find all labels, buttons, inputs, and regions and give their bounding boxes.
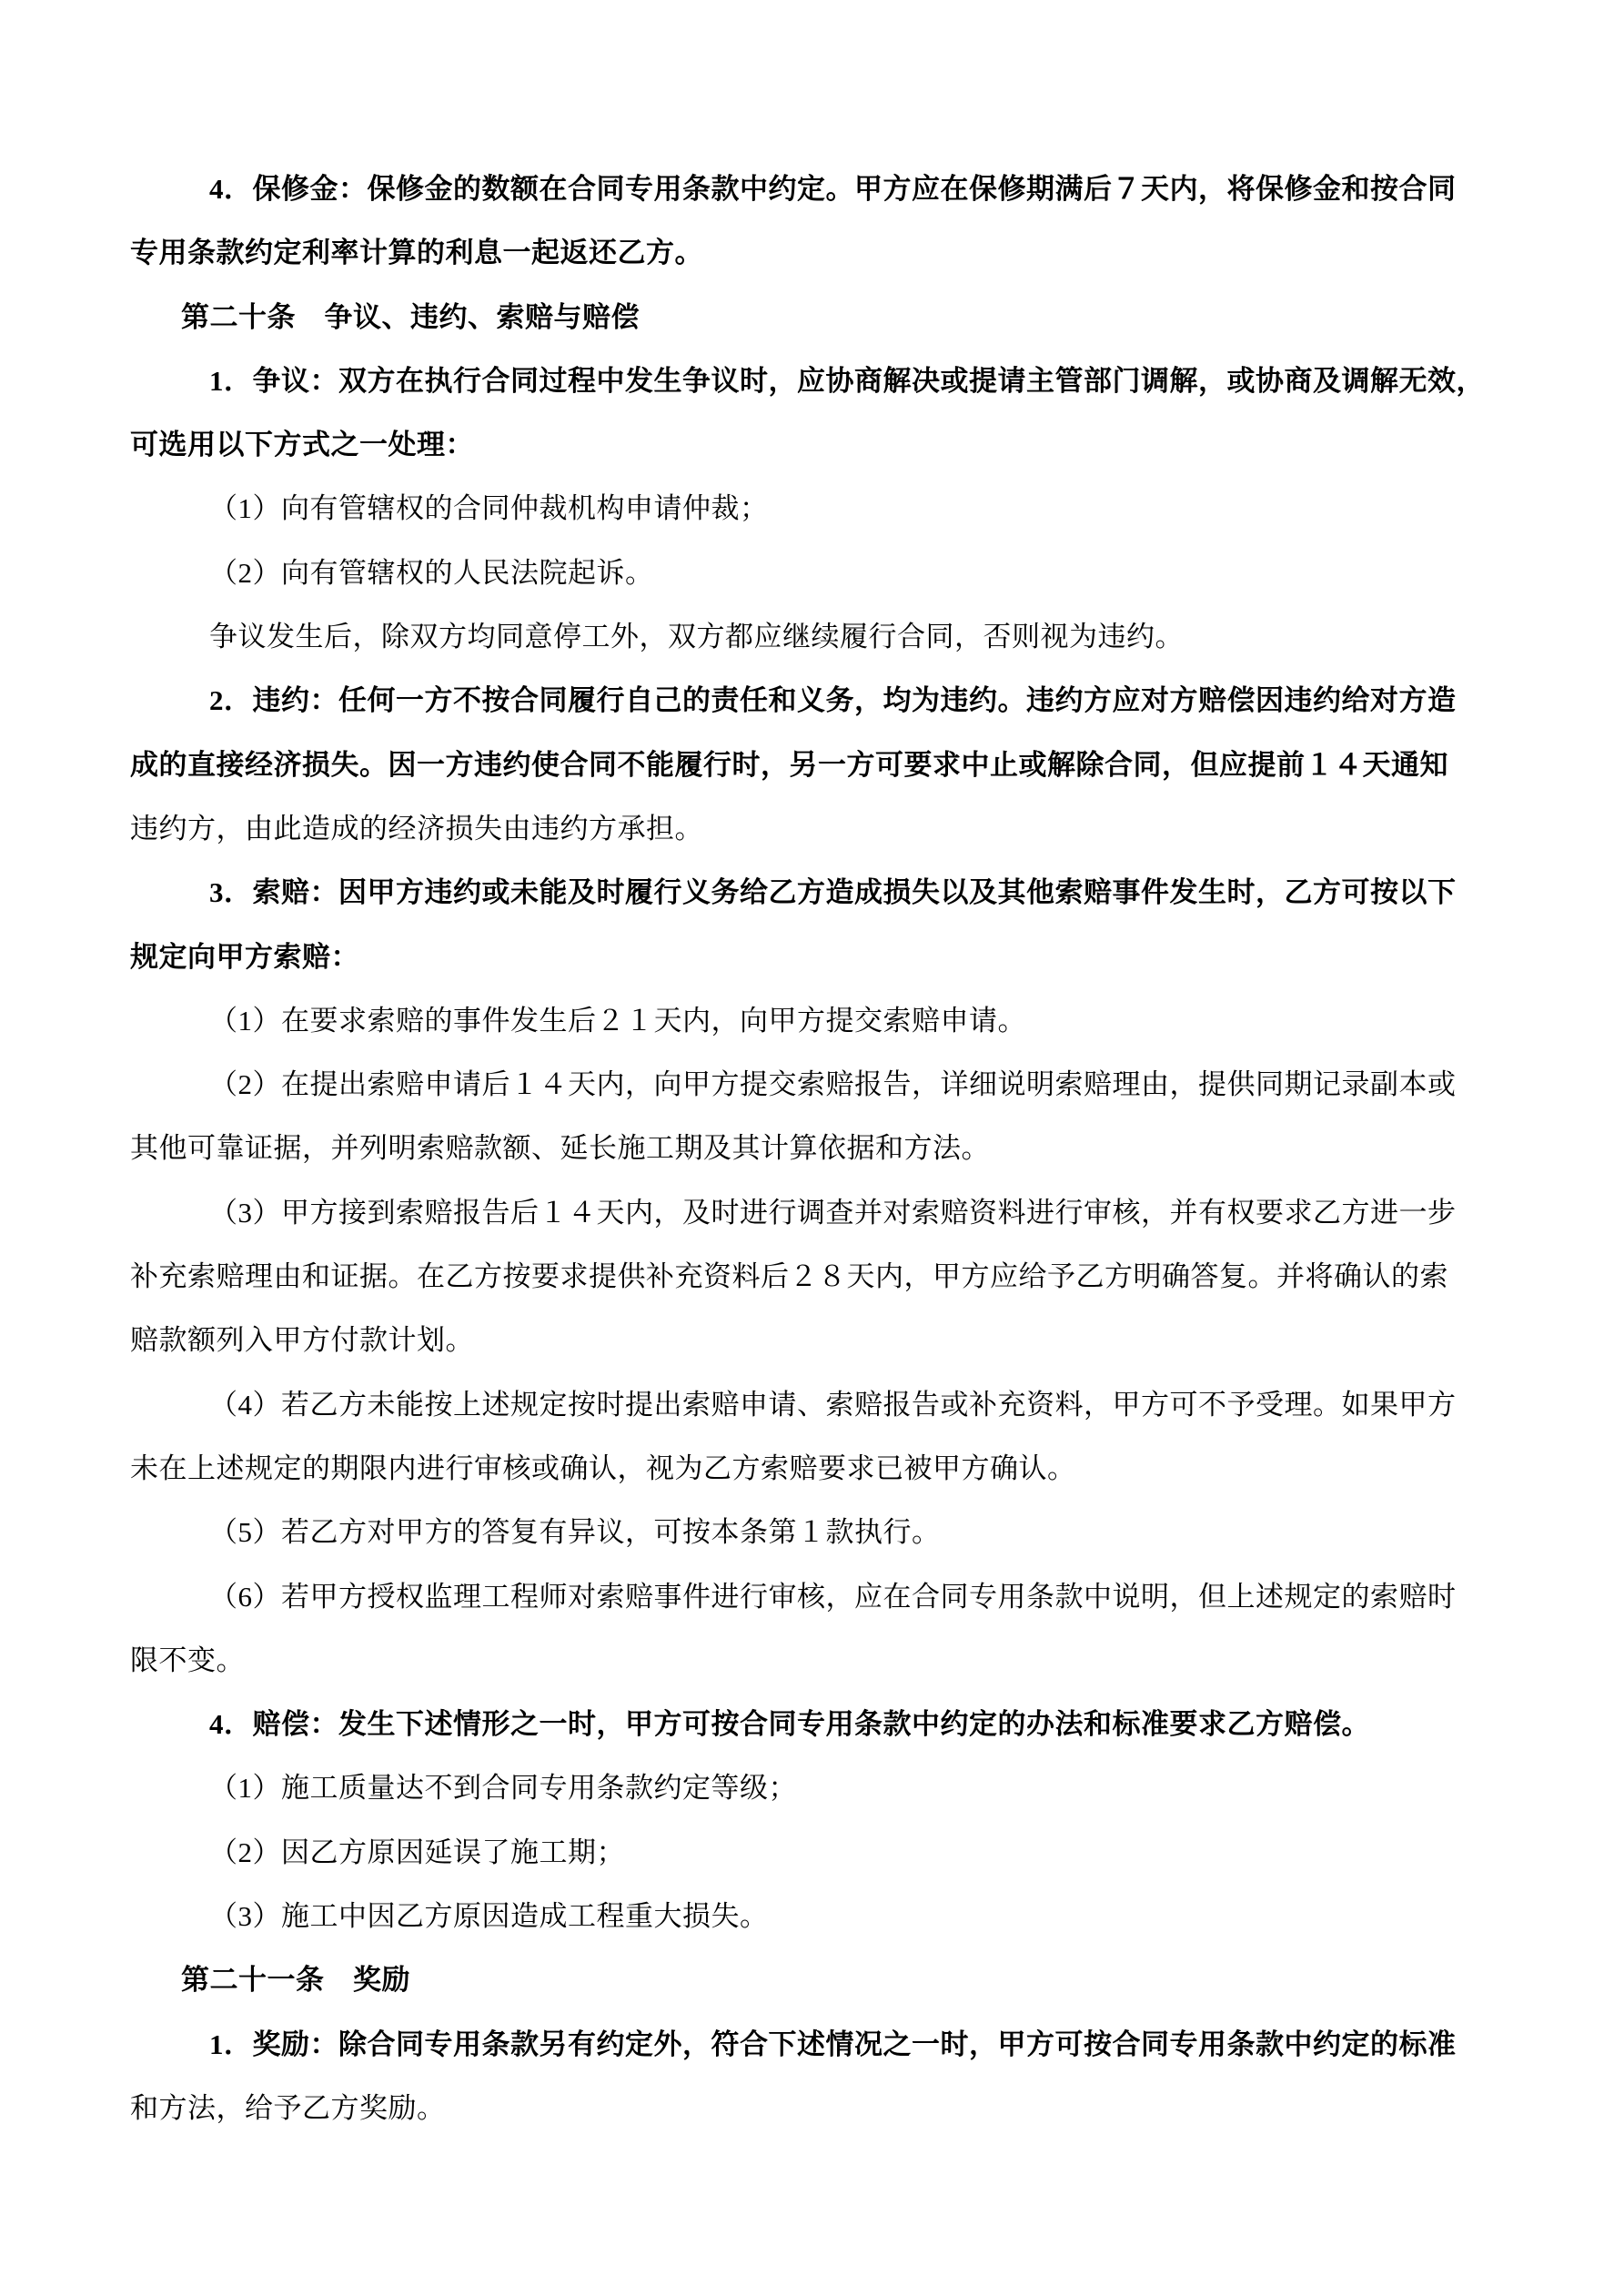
text-line: 违约方，由此造成的经济损失由违约方承担。 xyxy=(130,812,703,845)
text-line: 2．违约：任何一方不按合同履行自己的责任和义务，均为违约。违约方应对方赔偿因违约给对方造 xyxy=(209,684,1457,717)
text-line: （3）甲方接到索赔报告后１４天内，及时进行调查并对索赔资料进行审核，并有权要求乙方进一步 xyxy=(209,1196,1457,1229)
text-line: （1）在要求索赔的事件发生后２１天内，向甲方提交索赔申请。 xyxy=(209,1004,1026,1037)
text-line: 规定向甲方索赔： xyxy=(130,940,359,973)
text-line: （4）若乙方未能按上述规定按时提出索赔申请、索赔报告或补充资料，甲方可不予受理。如果甲方 xyxy=(209,1388,1457,1421)
text-line: （3）施工中因乙方原因造成工程重大损失。 xyxy=(209,1900,769,1933)
text-line: 1．争议：双方在执行合同过程中发生争议时，应协商解决或提请主管部门调解，或协商及调解无效， xyxy=(209,364,1485,397)
text-line: 其他可靠证据，并列明索赔款额、延长施工期及其计算依据和方法。 xyxy=(130,1132,990,1165)
text-line: 专用条款约定利率计算的利息一起返还乙方。 xyxy=(130,237,703,269)
text-line: （5）若乙方对甲方的答复有异议，可按本条第１款执行。 xyxy=(209,1516,941,1549)
text-line: （2）向有管辖权的人民法院起诉。 xyxy=(209,556,654,589)
text-line: （1）施工质量达不到合同专用条款约定等级； xyxy=(209,1772,797,1805)
document-body xyxy=(130,157,1549,2140)
text-line: 可选用以下方式之一处理： xyxy=(130,429,474,461)
text-line: （2）因乙方原因延误了施工期； xyxy=(209,1836,625,1868)
section-heading: 第二十条 争议、违约、索赔与赔偿 xyxy=(181,300,640,333)
text-line: 成的直接经济损失。因一方违约使合同不能履行时，另一方可要求中止或解除合同，但应提前１４天通知 xyxy=(130,748,1448,781)
section-heading: 第二十一条 奖励 xyxy=(181,1964,410,1997)
text-line: （2）在提出索赔申请后１４天内，向甲方提交索赔报告，详细说明索赔理由，提供同期记录副本或 xyxy=(209,1068,1457,1101)
text-line: 4．赔偿：发生下述情形之一时，甲方可按合同专用条款中约定的办法和标准要求乙方赔偿。 xyxy=(209,1708,1370,1741)
text-line: 赔款额列入甲方付款计划。 xyxy=(130,1324,474,1357)
text-line: 限不变。 xyxy=(130,1644,245,1676)
text-line: 争议发生后，除双方均同意停工外，双方都应继续履行合同，否则视为违约。 xyxy=(209,621,1184,653)
text-line: 和方法，给予乙方奖励。 xyxy=(130,2091,446,2124)
text-line: 3．索赔：因甲方违约或未能及时履行义务给乙方造成损失以及其他索赔事件发生时，乙方可按以下 xyxy=(209,876,1457,909)
text-line: 补充索赔理由和证据。在乙方按要求提供补充资料后２８天内，甲方应给予乙方明确答复。并将确认的索 xyxy=(130,1260,1448,1293)
text-line: （1）向有管辖权的合同仲裁机构申请仲裁； xyxy=(209,492,769,525)
text-line: 4．保修金：保修金的数额在合同专用条款中约定。甲方应在保修期满后７天内，将保修金和按合同 xyxy=(209,173,1457,205)
text-line: （6）若甲方授权监理工程师对索赔事件进行审核，应在合同专用条款中说明，但上述规定的索赔时 xyxy=(209,1580,1457,1613)
text-line: 未在上述规定的期限内进行审核或确认，视为乙方索赔要求已被甲方确认。 xyxy=(130,1451,1076,1484)
text-line: 1．奖励：除合同专用条款另有约定外，符合下述情况之一时，甲方可按合同专用条款中约定的标准 xyxy=(209,2028,1457,2060)
